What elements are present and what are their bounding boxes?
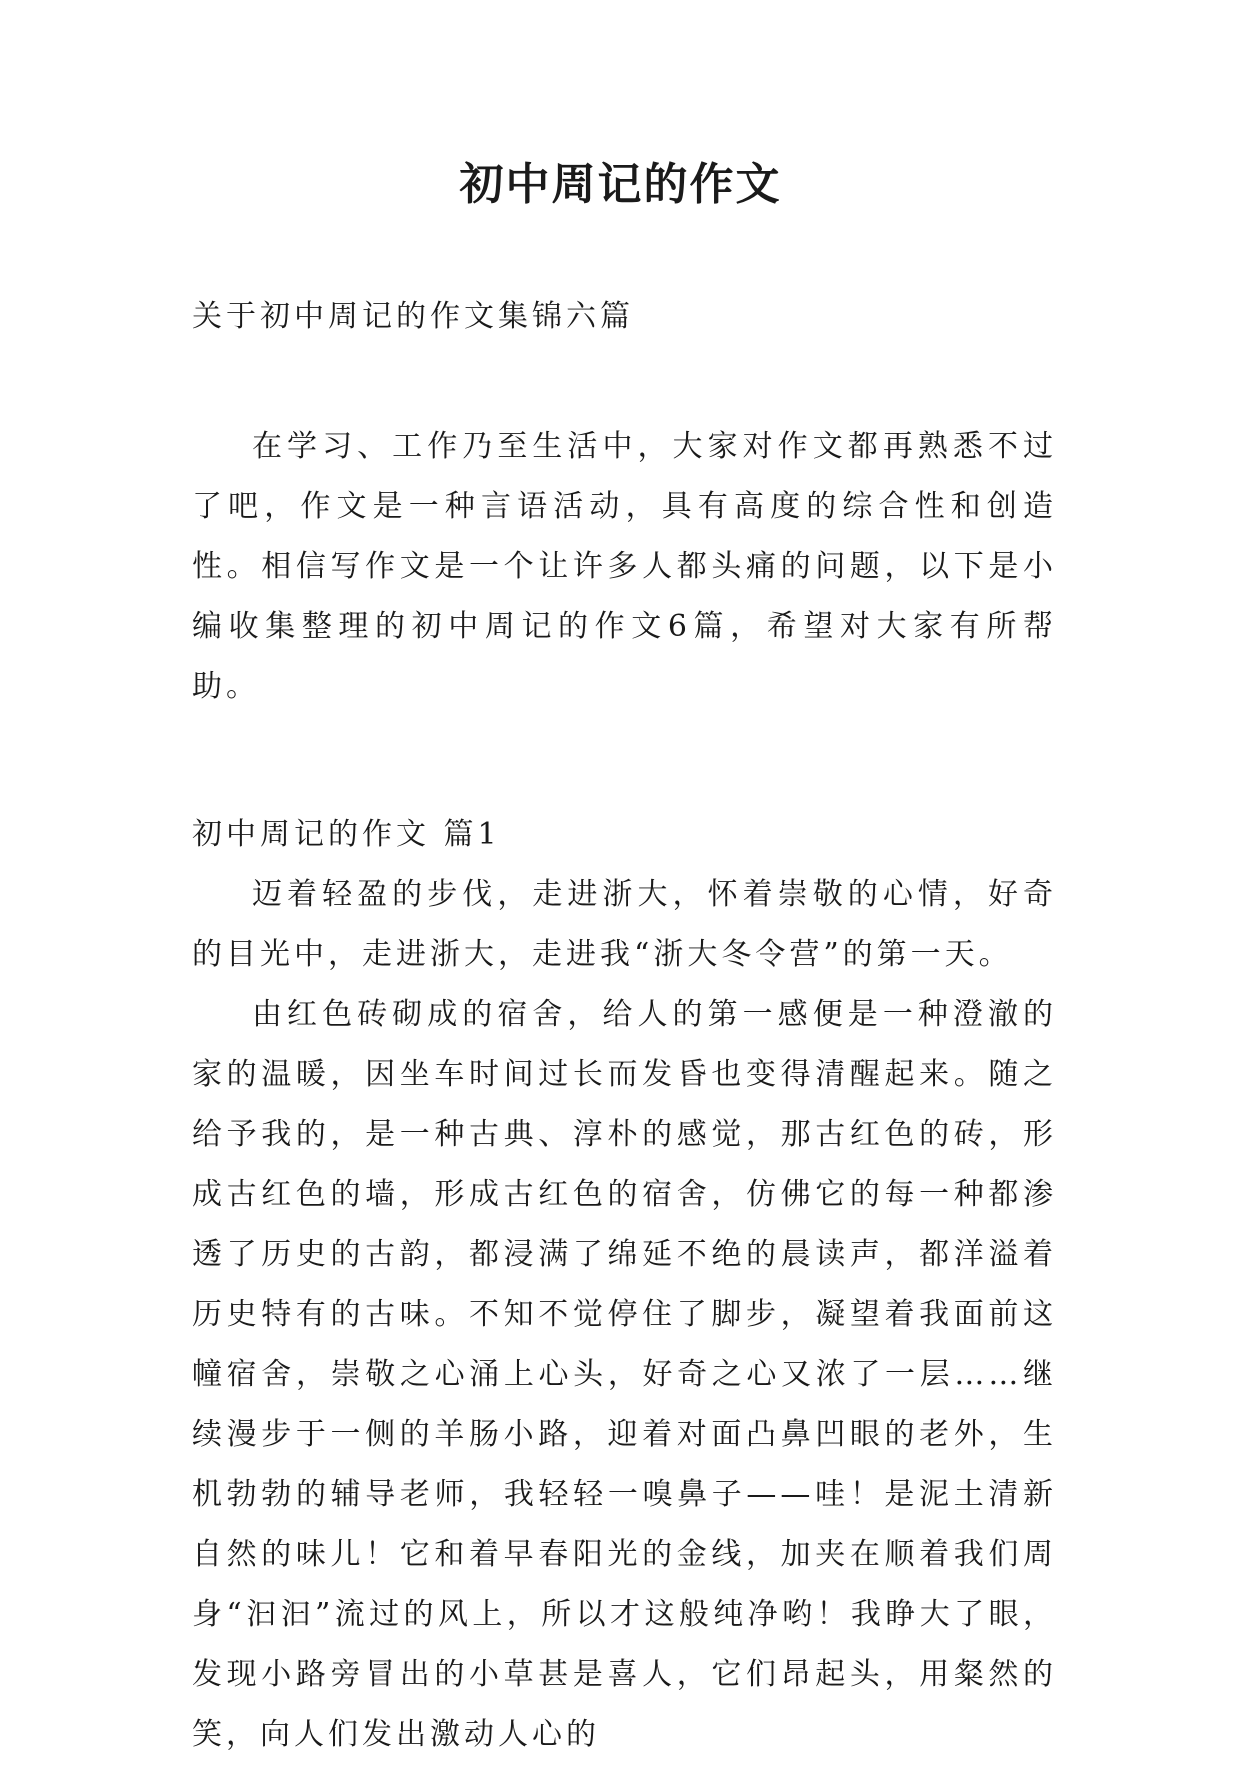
document-subtitle: 关于初中周记的作文集锦六篇	[192, 299, 634, 334]
spacer	[192, 347, 1057, 417]
body-paragraph-2: 由红色砖砌成的宿舍，给人的第一感便是一种澄澈的家的温暖，因坐车时间过长而发昏也变得清醒起来。随之给予我的，是一种古典、淳朴的感觉，那古红色的砖，形成古红色的墙，形成古红色的宿舍，仿佛它的每一种都渗透了历史的古韵，都浸满了绵延不绝的晨读声，都洋溢着历史特有的古味。不知不觉停住了脚步，凝望着我面前这幢宿舍，崇敬之心涌上心头，好奇之心又浓了一层……继续漫步于一侧的羊肠小路，迎着对面凸鼻凹眼的老外，生机勃勃的辅导老师，我轻轻一嗅鼻子——哇！是泥土清新自然的味儿！它和着早春阳光的金线，加夹在顺着我们周身“汩汩”流过的风上，所以才这般纯净哟！我睁大了眼，发现小路旁冒出的小草甚是喜人，它们昂起头，用粲然的笑，向人们发出激动人心的	[192, 997, 1057, 1752]
body-paragraph-1: 迈着轻盈的步伐，走进浙大，怀着崇敬的心情，好奇的目光中，走进浙大，走进我“浙大冬令营”的第一天。	[192, 877, 1057, 972]
document-body	[192, 287, 1057, 1765]
spacer	[192, 717, 1057, 805]
section-heading: 初中周记的作文 篇1	[192, 817, 501, 852]
document-title: 初中周记的作文	[459, 159, 782, 210]
intro-paragraph: 在学习、工作乃至生活中，大家对作文都再熟悉不过了吧，作文是一种言语活动，具有高度的综合性和创造性。相信写作文是一个让许多人都头痛的问题，以下是小编收集整理的初中周记的作文6篇，希望对大家有所帮助。	[192, 429, 1057, 704]
